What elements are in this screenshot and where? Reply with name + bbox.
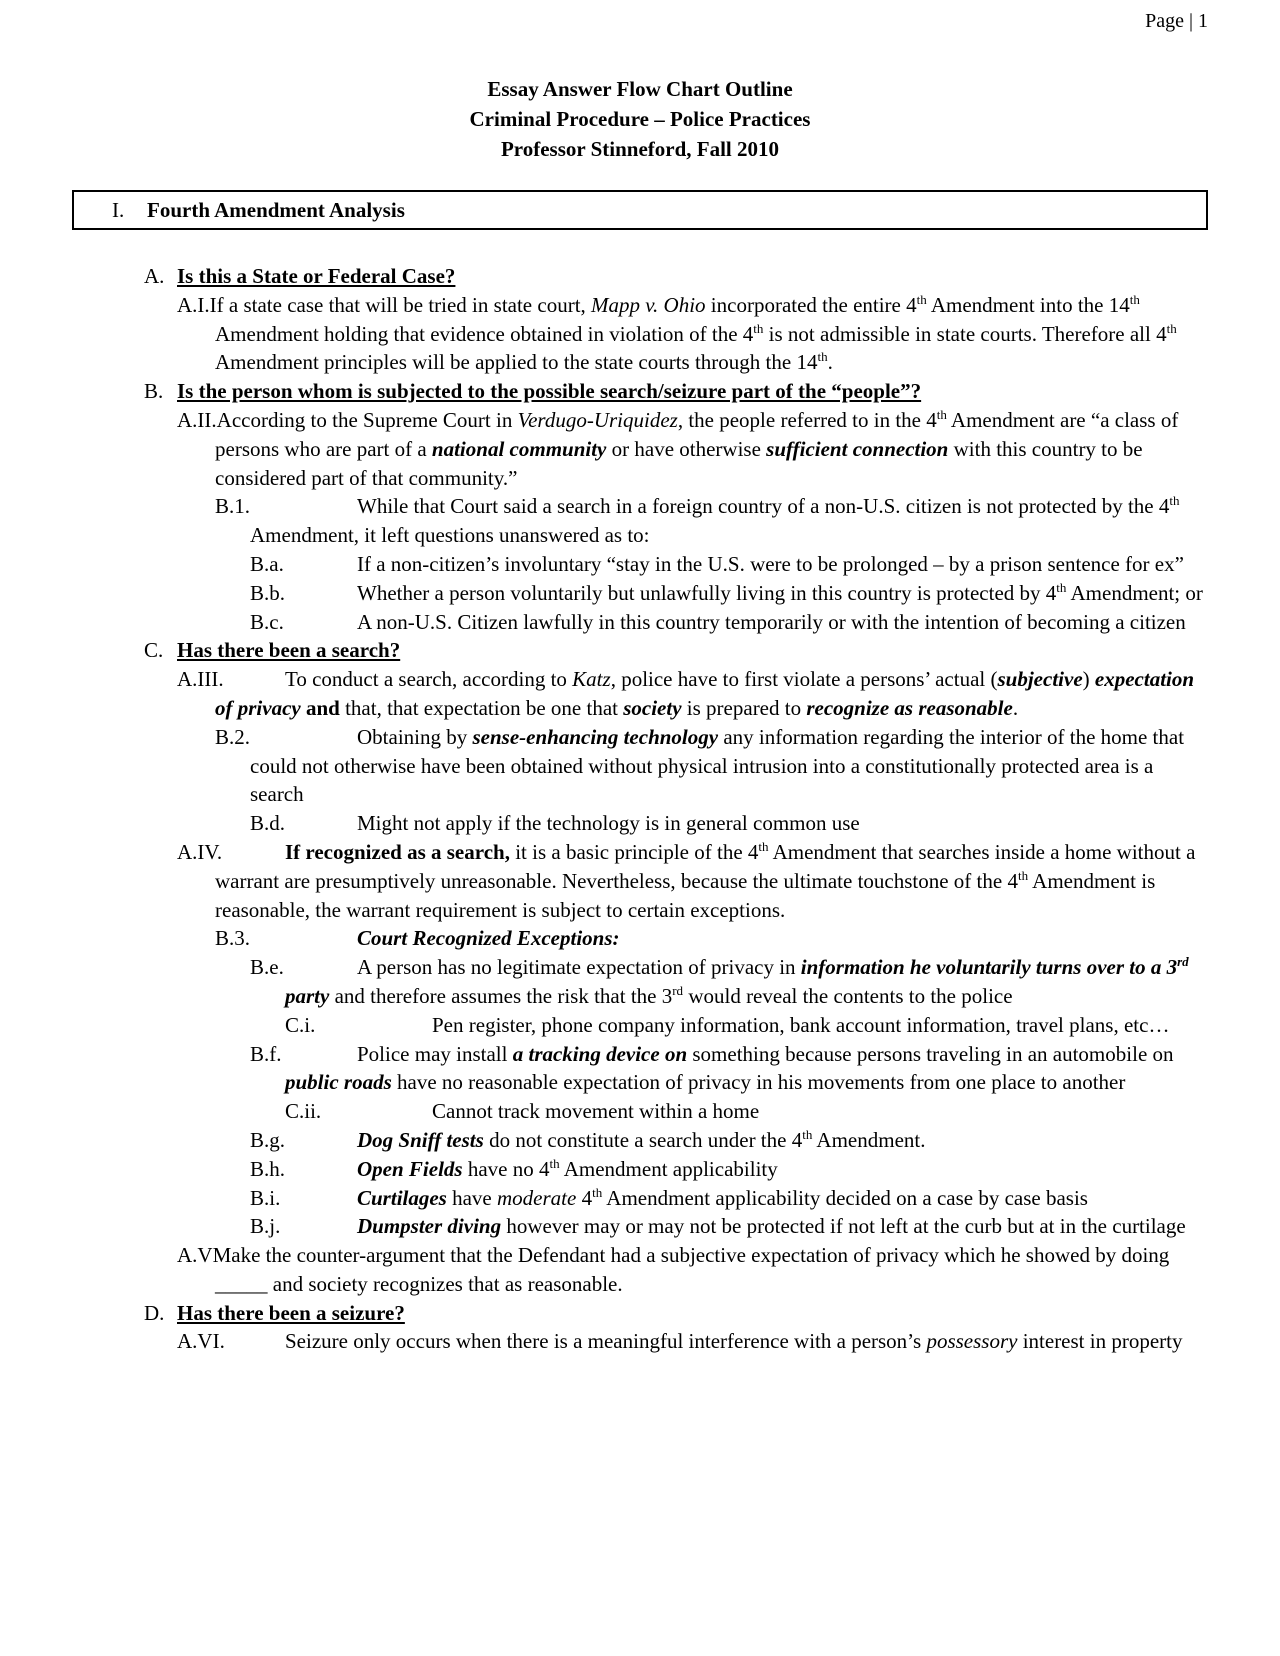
outline-item xyxy=(72,1327,1208,1356)
outline-text-run: is not admissible in state courts. Therefore all 4 xyxy=(763,321,1167,346)
outline-text-run: have no 4 xyxy=(462,1156,550,1181)
outline-text-run: Verdugo-Uriquidez xyxy=(517,407,678,432)
outline-text-run: expectation of privacy xyxy=(215,667,1195,720)
outline-text-run: To conduct a search, according to xyxy=(285,667,573,692)
outline-item xyxy=(72,1097,1208,1126)
outline-text-run: th xyxy=(1166,320,1177,336)
outline-text-run: Police may install xyxy=(357,1041,513,1066)
outline-label: A.III. xyxy=(177,667,224,692)
outline-text-run: Amendment that searches inside a home without a warrant are presumptively unreasonable. Nevertheless, because the ultimate touchstone of the 4 xyxy=(215,839,1196,893)
outline-text-run: Whether a person voluntarily but unlawfully living in this country is protected by 4 xyxy=(357,580,1057,605)
outline-text-run: a tracking device on xyxy=(512,1041,688,1066)
outline-text-run: sufficient connection xyxy=(766,436,949,461)
outline-text-run: any information regarding the interior of the home that could not otherwise have been obtained without physical intrusion into a constitutionally protected area is a search xyxy=(250,724,1185,807)
outline-text-run: Amendment, it left questions unanswered as to: xyxy=(250,523,650,548)
outline-text-run: or have otherwise xyxy=(606,436,767,461)
outline-item xyxy=(72,665,1208,723)
outline-text-run: Amendment; or xyxy=(1066,580,1203,605)
outline-text-run: Amendment. xyxy=(812,1127,926,1152)
outline-item xyxy=(72,492,1208,550)
outline-text-run: th xyxy=(817,349,828,365)
outline-item xyxy=(72,1212,1208,1241)
outline-text-run: Amendment is reasonable, the warrant requirement is subject to certain exceptions. xyxy=(215,868,1156,922)
outline-text-run: would reveal the contents to the police xyxy=(683,983,1013,1008)
outline-label: B.h. xyxy=(250,1156,286,1181)
outline-heading xyxy=(72,636,1208,665)
outline-item xyxy=(72,1155,1208,1184)
document-title-line-1: Essay Answer Flow Chart Outline xyxy=(487,77,793,101)
outline-heading xyxy=(72,262,1208,291)
outline-item xyxy=(72,809,1208,838)
outline-label: B.j. xyxy=(250,1214,281,1239)
outline-label: C. xyxy=(144,638,164,663)
outline-text-run: with this country to be considered part of that community.” xyxy=(215,436,1143,490)
outline-label: B.b. xyxy=(250,580,286,605)
outline-text-run: A person has no legitimate expectation of privacy in xyxy=(357,955,801,980)
outline-text-run: something because persons traveling in an automobile on xyxy=(687,1041,1174,1066)
outline xyxy=(72,262,1208,1356)
document-title-line-3: Professor Stinneford, Fall 2010 xyxy=(500,137,780,161)
outline-text-run: Pen register, phone company information, bank account information, travel plans, etc… xyxy=(432,1012,1170,1037)
page-number-label: Page | 1 xyxy=(1145,10,1208,32)
outline-item xyxy=(72,723,1208,809)
outline-text-run: and xyxy=(300,695,340,720)
outline-heading xyxy=(72,1299,1208,1328)
outline-text-run: information he voluntarily turns over to a 3 xyxy=(800,955,1178,980)
outline-text-run: While that Court said a search in a foreign country of a non-U.S. citizen is not protected by the 4 xyxy=(357,494,1170,519)
outline-label: B.2. xyxy=(215,724,251,749)
outline-text-run: Seizure only occurs when there is a meaningful interference with a person’s xyxy=(285,1329,927,1354)
outline-text-run: it is a basic principle of the 4 xyxy=(509,839,759,864)
outline-label: A.VI. xyxy=(177,1329,225,1354)
outline-text-run: and therefore assumes the risk that the 3 xyxy=(329,983,673,1008)
outline-label: B.c. xyxy=(250,609,284,634)
outline-item xyxy=(72,550,1208,579)
outline-text-run: th xyxy=(802,1126,813,1142)
outline-label: B.e. xyxy=(250,955,284,980)
outline-item xyxy=(72,1011,1208,1040)
outline-item xyxy=(72,406,1208,492)
outline-text-run: Has there been a seizure? xyxy=(177,1300,405,1325)
outline-label: C.i. xyxy=(285,1012,316,1037)
outline-text-run: Court Recognized Exceptions: xyxy=(357,926,620,951)
outline-text-run: have xyxy=(446,1185,498,1210)
outline-text-run: ) xyxy=(1082,667,1095,692)
outline-text-run: Might not apply if the technology is in general common use xyxy=(357,811,860,836)
outline-label: B. xyxy=(144,379,164,404)
outline-text-run: 4 xyxy=(576,1185,593,1210)
outline-label: A. xyxy=(144,264,165,288)
outline-text-run: th xyxy=(1017,867,1029,883)
outline-item xyxy=(72,291,1208,377)
outline-text-run: Katz xyxy=(572,667,611,692)
outline-text-run: Amendment applicability xyxy=(559,1156,778,1181)
section-numeral: I. xyxy=(112,197,125,222)
outline-label: B.3. xyxy=(215,926,251,951)
outline-label: B.i. xyxy=(250,1185,281,1210)
outline-text-run: Dog Sniff tests xyxy=(357,1127,484,1152)
outline-text-run: Amendment are “a class of persons who are part of a xyxy=(215,407,1179,461)
outline-text-run: Amendment applicability decided on a case by case basis xyxy=(602,1185,1088,1210)
outline-text-run: , police have to first violate a persons’ actual ( xyxy=(610,667,998,692)
outline-text-run: th xyxy=(592,1184,603,1200)
outline-text-run: rd xyxy=(1177,954,1189,970)
outline-text-run: possessory xyxy=(926,1329,1018,1354)
section-heading-box xyxy=(72,190,1208,230)
outline-label: B.d. xyxy=(250,811,286,836)
outline-text-run: Has there been a search? xyxy=(177,638,401,663)
outline-item xyxy=(72,1126,1208,1155)
outline-text-run: If a non-citizen’s involuntary “stay in the U.S. were to be prolonged – by a prison sentence for ex” xyxy=(357,551,1184,576)
outline-text-run: th xyxy=(936,406,947,422)
outline-text-run: interest in property xyxy=(1017,1329,1183,1354)
outline-text-run: Is this a State or Federal Case? xyxy=(177,264,456,288)
outline-text-run: that, that expectation be one that xyxy=(339,695,624,720)
outline-text-run: have no reasonable expectation of privacy in his movements from one place to another xyxy=(391,1070,1126,1095)
outline-text-run: Amendment into the 14 xyxy=(926,292,1130,317)
outline-label: D. xyxy=(144,1300,165,1325)
outline-item xyxy=(72,924,1208,953)
document-title-line-2: Criminal Procedure – Police Practices xyxy=(469,107,811,131)
outline-item xyxy=(72,579,1208,608)
outline-text-run: society xyxy=(623,695,682,720)
outline-text-run: Make the counter-argument that the Defendant had a subjective expectation of privacy which he showed by doing _____ and society recognizes that as reasonable. xyxy=(212,1243,1170,1296)
outline-item xyxy=(72,1184,1208,1213)
outline-item xyxy=(72,953,1208,1011)
section-title: Fourth Amendment Analysis xyxy=(147,197,405,222)
outline-item xyxy=(72,1040,1208,1098)
outline-text-run: is prepared to xyxy=(681,695,807,720)
outline-text-run: sense-enhancing technology xyxy=(472,724,719,749)
outline-text-run: th xyxy=(758,838,769,854)
outline-text-run: th xyxy=(549,1155,560,1171)
outline-text-run: Amendment principles will be applied to the state courts through the 14 xyxy=(215,350,818,375)
outline-text-run: . xyxy=(827,350,833,375)
outline-text-run: Cannot track movement within a home xyxy=(432,1099,760,1124)
outline-label: B.g. xyxy=(250,1127,286,1152)
outline-text-run: public roads xyxy=(285,1070,392,1095)
document-title-block xyxy=(72,74,1208,164)
outline-label: A.IV. xyxy=(177,839,223,864)
outline-text-run: If a state case that will be tried in state court, xyxy=(209,292,592,317)
outline-label: B.f. xyxy=(250,1041,282,1066)
outline-text-run: th xyxy=(753,320,764,336)
outline-text-run: incorporated the entire 4 xyxy=(705,292,917,317)
outline-heading xyxy=(72,377,1208,406)
outline-text-run: do not constitute a search under the 4 xyxy=(483,1127,803,1152)
outline-item xyxy=(72,838,1208,924)
outline-text-run: th xyxy=(1129,291,1140,307)
outline-text-run: Mapp v. Ohio xyxy=(591,292,706,317)
outline-label: B.1. xyxy=(215,494,251,519)
outline-label: B.a. xyxy=(250,551,284,576)
outline-label: A.V xyxy=(177,1243,213,1268)
outline-text-run: national community xyxy=(431,436,607,461)
outline-text-run: Amendment holding that evidence obtained in violation of the 4 xyxy=(215,321,754,346)
outline-text-run: Curtilages xyxy=(357,1185,447,1210)
outline-text-run: recognize as reasonable xyxy=(806,695,1013,720)
outline-text-run: th xyxy=(1169,493,1180,509)
outline-label: C.ii. xyxy=(285,1099,322,1124)
outline-text-run: If recognized as a search, xyxy=(285,839,510,864)
outline-text-run: rd xyxy=(672,982,684,998)
outline-text-run: th xyxy=(916,291,927,307)
outline-item xyxy=(72,1241,1208,1299)
outline-label: A.I. xyxy=(177,292,210,317)
outline-text-run: party xyxy=(285,983,330,1008)
outline-text-run: Is the person whom is subjected to the possible search/seizure part of the “people”? xyxy=(177,379,922,404)
outline-text-run: According to the Supreme Court in xyxy=(216,407,518,432)
outline-text-run: Obtaining by xyxy=(357,724,473,749)
outline-text-run: moderate xyxy=(497,1185,577,1210)
outline-item xyxy=(72,608,1208,637)
outline-text-run: th xyxy=(1056,579,1067,595)
outline-text-run: A non-U.S. Citizen lawfully in this country temporarily or with the intention of becoming a citizen xyxy=(357,609,1186,634)
outline-text-run: subjective xyxy=(997,667,1083,692)
outline-text-run: Open Fields xyxy=(357,1156,463,1181)
outline-text-run: however may or may not be protected if not left at the curb but at in the curtilage xyxy=(501,1214,1186,1239)
outline-text-run: , the people referred to in the 4 xyxy=(677,407,937,432)
outline-text-run: . xyxy=(1012,695,1019,720)
outline-label: A.II. xyxy=(177,407,217,432)
outline-text-run: Dumpster diving xyxy=(357,1214,502,1239)
